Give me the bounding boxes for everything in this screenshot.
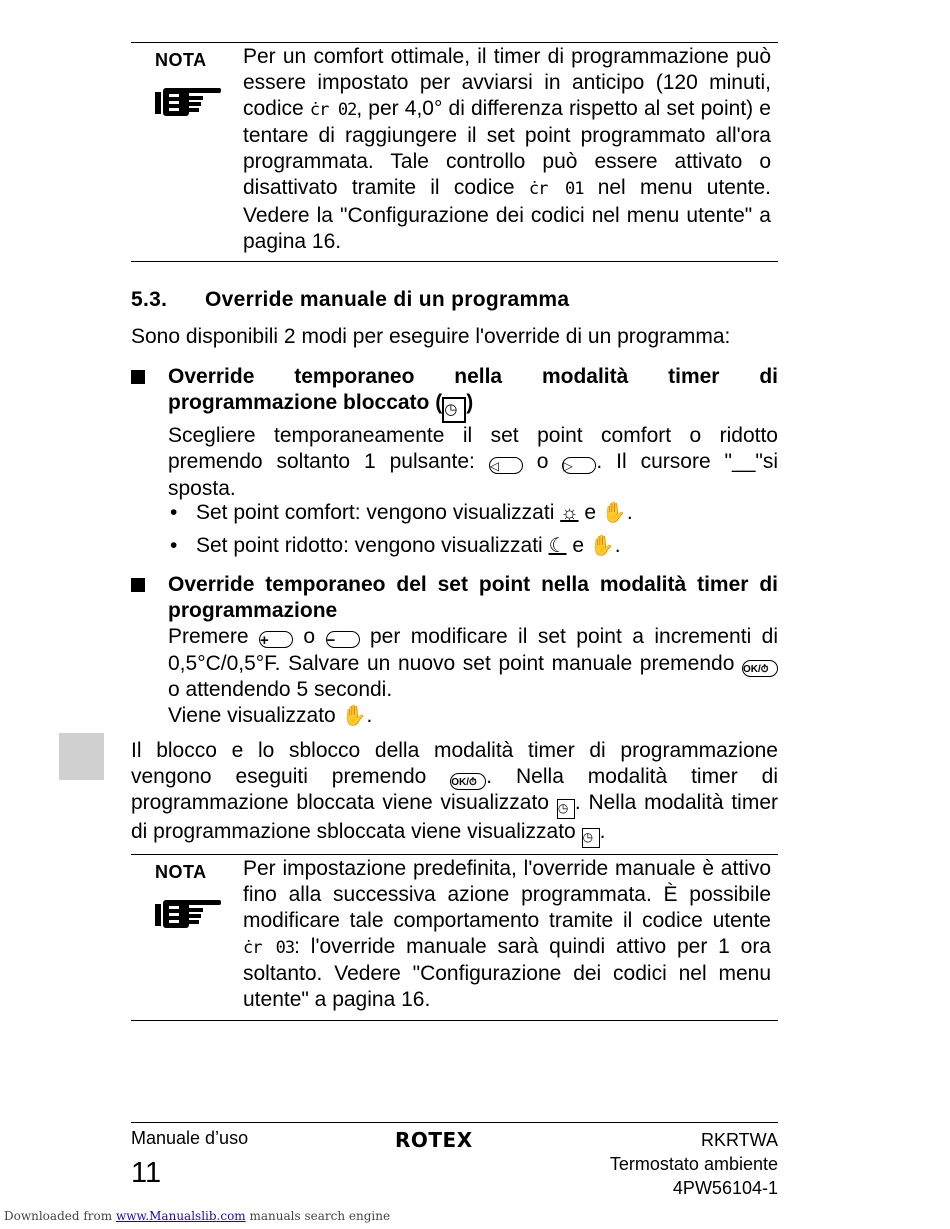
section-number: 5.3. bbox=[131, 288, 168, 311]
note1-top-rule bbox=[131, 42, 778, 43]
footer-manual-label: Manuale d’uso bbox=[131, 1128, 249, 1148]
hand-icon: ✋ bbox=[601, 502, 627, 524]
bullet2-square bbox=[131, 578, 145, 592]
moon-icon: ☾ bbox=[548, 535, 567, 557]
footer-product-info bbox=[610, 1128, 778, 1200]
note2-top-rule bbox=[131, 854, 778, 855]
plus-button-icon: + bbox=[259, 631, 293, 648]
hand-icon: ✋ bbox=[589, 535, 615, 557]
hand-icon: ✋ bbox=[341, 705, 367, 728]
minus-button-icon: − bbox=[326, 631, 360, 648]
bullet2-block: Override temporaneo del set point nella modalità timer di programmazione Premere + o − per modificare il set point a incrementi di 0,5°C/0,5°F. Salvare un nuovo set point manuale premendo OK/⏱ o attendendo 5 secondi. Viene visualizzato ✋. bbox=[168, 573, 779, 728]
left-arrow-button-icon: ◁ bbox=[489, 457, 523, 474]
manualslib-link[interactable]: www.Manualslib.com bbox=[115, 1209, 246, 1223]
ok-button-icon: OK/⏱ bbox=[742, 660, 778, 677]
clock-unlocked-icon: ◷ bbox=[582, 828, 600, 848]
note1-text: Per un comfort ottimale, il timer di programmazione può essere impostato per avviarsi in anticipo (120 minuti, codice ċr 02, per 4,0° di differenza rispetto al set point) e tentare di raggiungere il set point programmato all'ora programmata. Tale controllo può essere attivato o disattivato tramite il codice ċr 01 nel menu utente. Vedere la "Configurazione dei codici nel menu utente" a pagina 16. bbox=[243, 45, 771, 253]
code-cr02: ċr 02 bbox=[309, 100, 357, 121]
bullet1-sub1: • Set point comfort: vengono visualizzati ☼ e ✋. bbox=[170, 501, 633, 524]
section-intro: Sono disponibili 2 modi per eseguire l'override di un programma: bbox=[131, 325, 731, 348]
footer-description: Termostato ambiente bbox=[609, 1154, 778, 1174]
code-cr01: ċr 01 bbox=[528, 179, 584, 200]
note2-label: NOTA bbox=[155, 862, 207, 882]
clock-locked-icon: ◷ bbox=[442, 397, 466, 423]
footer-doc-code: 4PW56104-1 bbox=[672, 1178, 778, 1198]
footer-rule bbox=[131, 1122, 778, 1123]
footer-model: RKRTWA bbox=[700, 1130, 778, 1150]
download-source: Downloaded from www.Manualslib.com manuals search engine bbox=[4, 1209, 391, 1223]
rotex-logo: ROTEX bbox=[395, 1128, 473, 1152]
pointing-hand-icon bbox=[155, 82, 223, 118]
right-arrow-button-icon: ▷ bbox=[562, 457, 596, 474]
page-number: 11 bbox=[131, 1157, 162, 1189]
chapter-tab bbox=[59, 733, 104, 780]
section-title-text: Override manuale di un programma bbox=[205, 288, 570, 311]
note1-bottom-rule bbox=[131, 261, 778, 262]
lock-paragraph: Il blocco e lo sblocco della modalità timer di programmazione vengono eseguiti premendo OK/⏱ . Nella modalità timer di programmazione bloccata viene visualizzato ◷ . Nella modalità timer di programmazione sbloccata viene visualizzato ◷ . bbox=[131, 738, 778, 848]
ok-button-icon: OK/⏱ bbox=[450, 773, 486, 790]
note2-text: Per impostazione predefinita, l'override manuale è attivo fino alla successiva azione programmata. È possibile modificare tale comportamento tramite il codice utente ċr 03: l'override manuale sarà quindi attivo per 1 ora soltanto. Vedere "Configurazione dei codici nel menu utente" a pagina 16. bbox=[243, 857, 771, 1012]
note1-label: NOTA bbox=[155, 50, 207, 70]
bullet1-sub2: • Set point ridotto: vengono visualizzati ☾ e ✋. bbox=[170, 534, 621, 557]
bullet1-block: Override temporaneo nella modalità timer di programmazione bloccato ( ◷ ) Scegliere temporaneamente il set point comfort o ridotto premendo soltanto 1 pulsante: ◁ o ▷ . Il cursore "__"si sposta. bbox=[168, 365, 778, 500]
clock-locked-icon: ◷ bbox=[557, 799, 575, 819]
code-cr03: ċr 03 bbox=[243, 938, 295, 959]
pointing-hand-icon bbox=[155, 894, 223, 930]
bullet1-square bbox=[131, 370, 145, 384]
section-title bbox=[131, 288, 569, 312]
note2-bottom-rule bbox=[131, 1020, 778, 1021]
sun-icon: ☼ bbox=[560, 502, 579, 524]
